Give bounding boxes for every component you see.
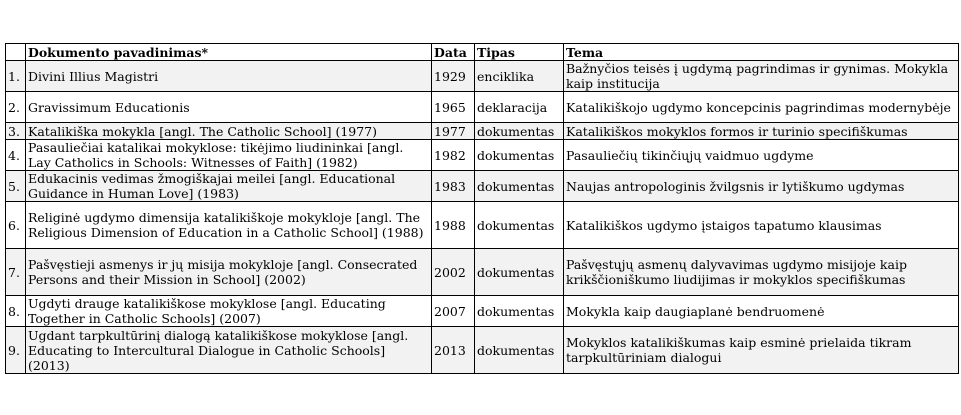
cell-number: 9.	[6, 327, 26, 374]
cell-theme: Pasauliečių tikinčiųjų vaidmuo ugdyme	[564, 140, 959, 171]
cell-theme: Katalikiškojo ugdymo koncepcinis pagrindimas modernybėje	[564, 92, 959, 123]
cell-date: 2002	[432, 249, 475, 296]
cell-number: 7.	[6, 249, 26, 296]
table-row	[6, 61, 959, 92]
cell-number: 1.	[6, 61, 26, 92]
cell-type: dokumentas	[475, 123, 564, 140]
cell-name: Gravissimum Educationis	[26, 92, 432, 123]
cell-name: Ugdyti drauge katalikiškose mokyklose [angl. Educating Together in Catholic Schools] (2007)	[26, 296, 432, 327]
cell-date: 1988	[432, 202, 475, 249]
cell-theme: Mokyklos katalikiškumas kaip esminė prielaida tikram tarpkultūriniam dialogui	[564, 327, 959, 374]
cell-theme: Mokykla kaip daugiaplanė bendruomenė	[564, 296, 959, 327]
cell-type: dokumentas	[475, 249, 564, 296]
header-theme: Tema	[564, 44, 959, 61]
cell-name: Religinė ugdymo dimensija katalikiškoje mokykloje [angl. The Religious Dimension of Education in a Catholic School] (1988)	[26, 202, 432, 249]
header-type: Tipas	[475, 44, 564, 61]
cell-number: 6.	[6, 202, 26, 249]
cell-type: enciklika	[475, 61, 564, 92]
table-row	[6, 296, 959, 327]
cell-name: Ugdant tarpkultūrinį dialogą katalikiškose mokyklose [angl. Educating to Intercultural Dialogue in Catholic Schools] (2013)	[26, 327, 432, 374]
table-row	[6, 92, 959, 123]
cell-name: Pašvęstieji asmenys ir jų misija mokykloje [angl. Consecrated Persons and their Mission in School] (2002)	[26, 249, 432, 296]
cell-type: deklaracija	[475, 92, 564, 123]
cell-type: dokumentas	[475, 327, 564, 374]
table-row	[6, 202, 959, 249]
cell-date: 1983	[432, 171, 475, 202]
cell-date: 1982	[432, 140, 475, 171]
cell-number: 5.	[6, 171, 26, 202]
header-name: Dokumento pavadinimas*	[26, 44, 432, 61]
cell-date: 1977	[432, 123, 475, 140]
header-number	[6, 44, 26, 61]
table-row	[6, 123, 959, 140]
cell-type: dokumentas	[475, 171, 564, 202]
cell-name: Katalikiška mokykla [angl. The Catholic School] (1977)	[26, 123, 432, 140]
cell-name: Edukacinis vedimas žmogiškajai meilei [angl. Educational Guidance in Human Love] (1983)	[26, 171, 432, 202]
cell-date: 1929	[432, 61, 475, 92]
table-row	[6, 249, 959, 296]
cell-theme: Naujas antropologinis žvilgsnis ir lytiškumo ugdymas	[564, 171, 959, 202]
cell-date: 2013	[432, 327, 475, 374]
cell-type: dokumentas	[475, 202, 564, 249]
cell-theme: Katalikiškos ugdymo įstaigos tapatumo klausimas	[564, 202, 959, 249]
cell-number: 3.	[6, 123, 26, 140]
cell-number: 8.	[6, 296, 26, 327]
table-row	[6, 327, 959, 374]
cell-theme: Pašvęstųjų asmenų dalyvavimas ugdymo misijoje kaip krikščioniškumo liudijimas ir mokyklos specifiškumas	[564, 249, 959, 296]
table-header-row	[6, 44, 959, 61]
cell-date: 1965	[432, 92, 475, 123]
cell-number: 2.	[6, 92, 26, 123]
header-date: Data	[432, 44, 475, 61]
cell-name: Pasauliečiai katalikai mokyklose: tikėjimo liudininkai [angl. Lay Catholics in Schools: Witnesses of Faith] (1982)	[26, 140, 432, 171]
cell-number: 4.	[6, 140, 26, 171]
cell-theme: Bažnyčios teisės į ugdymą pagrindimas ir gynimas. Mokykla kaip institucija	[564, 61, 959, 92]
table-row	[6, 171, 959, 202]
table-row	[6, 140, 959, 171]
cell-type: dokumentas	[475, 140, 564, 171]
cell-type: dokumentas	[475, 296, 564, 327]
cell-date: 2007	[432, 296, 475, 327]
cell-name: Divini Illius Magistri	[26, 61, 432, 92]
cell-theme: Katalikiškos mokyklos formos ir turinio specifiškumas	[564, 123, 959, 140]
documents-table	[5, 43, 959, 374]
